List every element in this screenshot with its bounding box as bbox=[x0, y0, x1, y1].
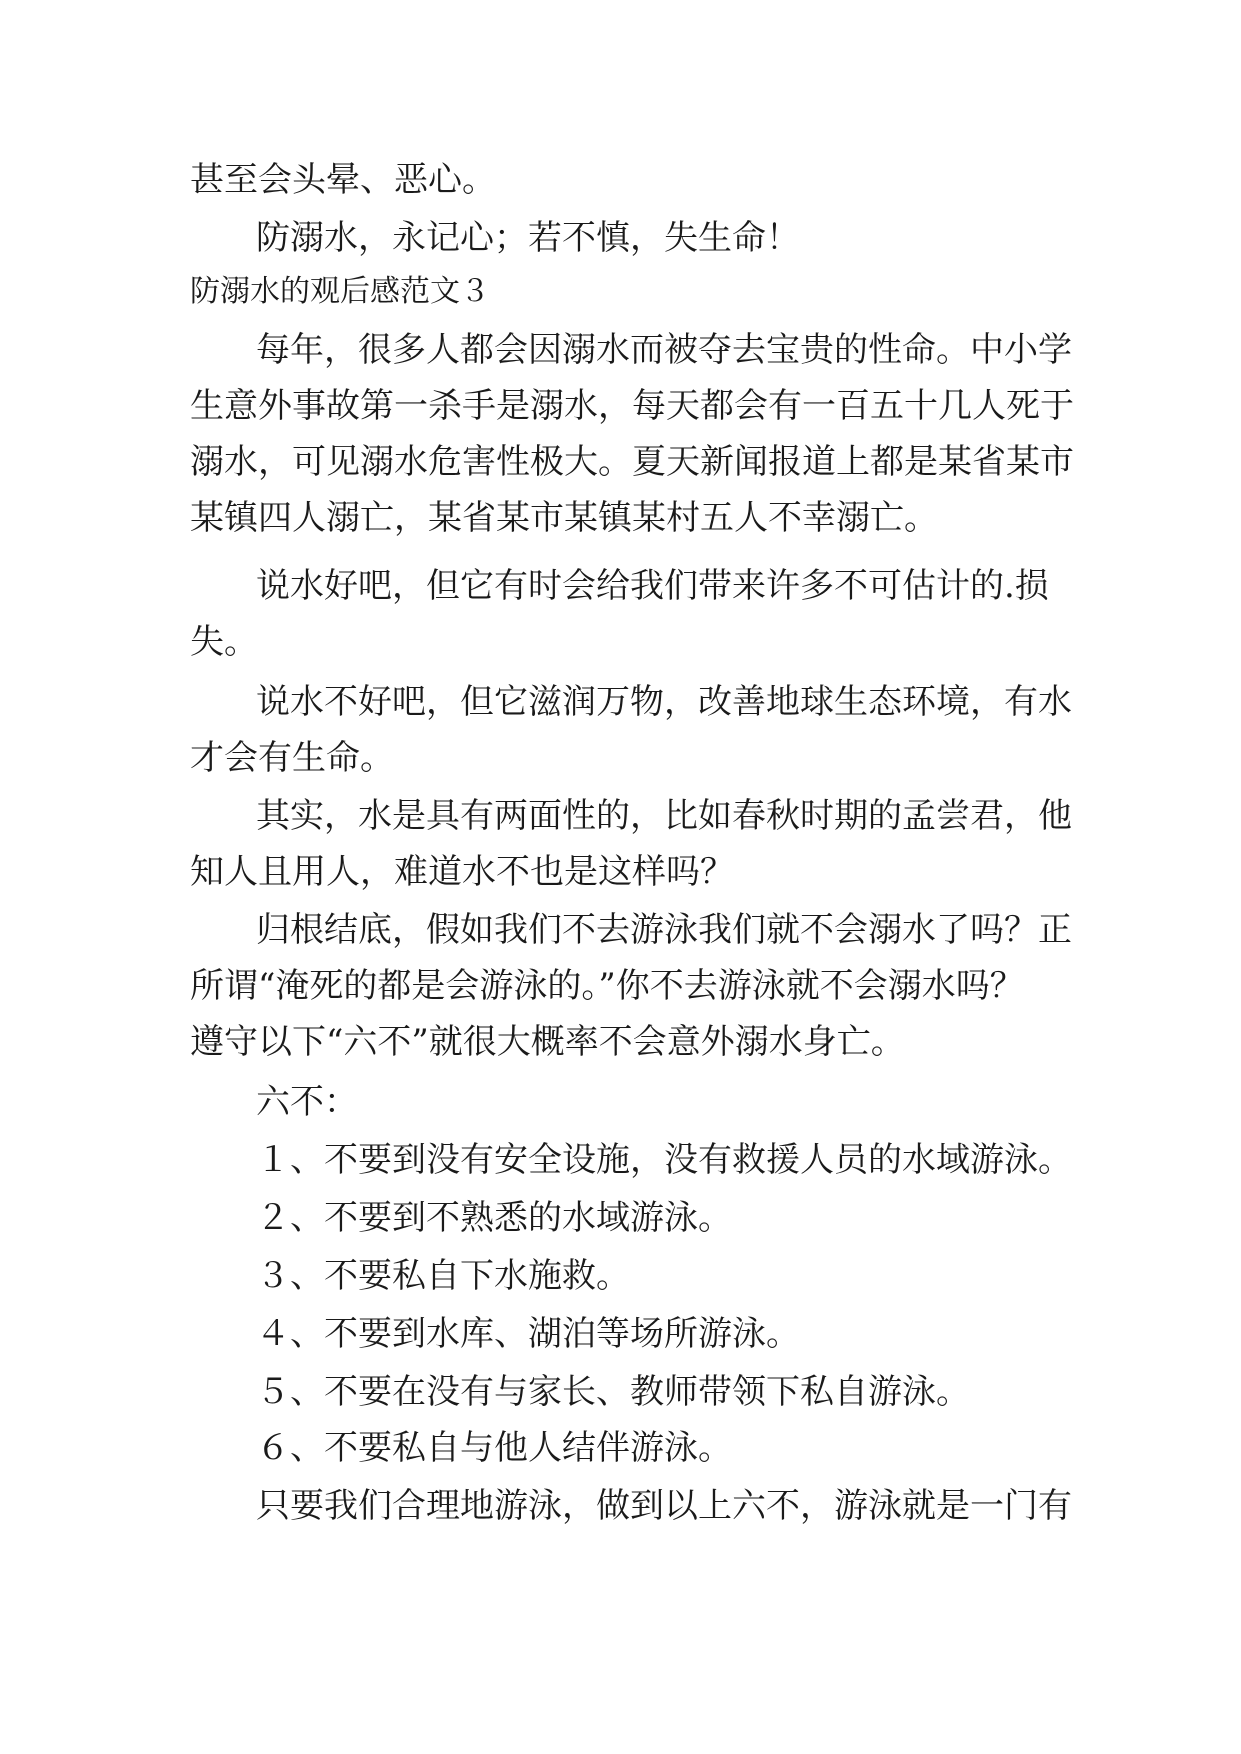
text-line: 才会有生命。 bbox=[190, 738, 394, 778]
text-line: 遵守以下“六不”就很大概率不会意外溺水身亡。 bbox=[190, 1022, 905, 1062]
list-item: ６、不要私自与他人结伴游泳。 bbox=[256, 1428, 732, 1468]
text-line: 生意外事故第一杀手是溺水，每天都会有一百五十几人死于 bbox=[190, 386, 1074, 426]
list-item: ４、不要到水库、湖泊等场所游泳。 bbox=[256, 1314, 800, 1354]
text-line: 知人且用人，难道水不也是这样吗？ bbox=[190, 852, 734, 892]
list-item: ５、不要在没有与家长、教师带领下私自游泳。 bbox=[256, 1372, 970, 1412]
text-line: 溺水，可见溺水危害性极大。夏天新闻报道上都是某省某市 bbox=[190, 442, 1074, 482]
text-line: 每年，很多人都会因溺水而被夺去宝贵的性命。中小学 bbox=[256, 330, 1072, 370]
text-line: 只要我们合理地游泳，做到以上六不，游泳就是一门有 bbox=[256, 1486, 1072, 1526]
text-line: 说水不好吧，但它滋润万物，改善地球生态环境，有水 bbox=[256, 682, 1072, 722]
text-line: 六不： bbox=[256, 1082, 358, 1122]
text-line: 说水好吧，但它有时会给我们带来许多不可估计的.损 bbox=[256, 566, 1049, 606]
text-line: 归根结底，假如我们不去游泳我们就不会溺水了吗？正 bbox=[256, 910, 1072, 950]
list-item: ２、不要到不熟悉的水域游泳。 bbox=[256, 1198, 732, 1238]
text-line: 其实，水是具有两面性的，比如春秋时期的孟尝君，他 bbox=[256, 796, 1072, 836]
list-item: ３、不要私自下水施救。 bbox=[256, 1256, 630, 1296]
section-title: 防溺水的观后感范文３ bbox=[190, 274, 490, 309]
list-item: １、不要到没有安全设施，没有救援人员的水域游泳。 bbox=[256, 1140, 1072, 1180]
text-line: 防溺水，永记心；若不慎，失生命！ bbox=[256, 218, 800, 258]
text-line: 甚至会头晕、恶心。 bbox=[190, 160, 496, 200]
document-page bbox=[190, 0, 1074, 1754]
text-line: 失。 bbox=[190, 622, 258, 662]
text-line: 所谓“淹死的都是会游泳的。”你不去游泳就不会溺水吗？ bbox=[190, 966, 1024, 1006]
text-line: 某镇四人溺亡，某省某市某镇某村五人不幸溺亡。 bbox=[190, 498, 938, 538]
